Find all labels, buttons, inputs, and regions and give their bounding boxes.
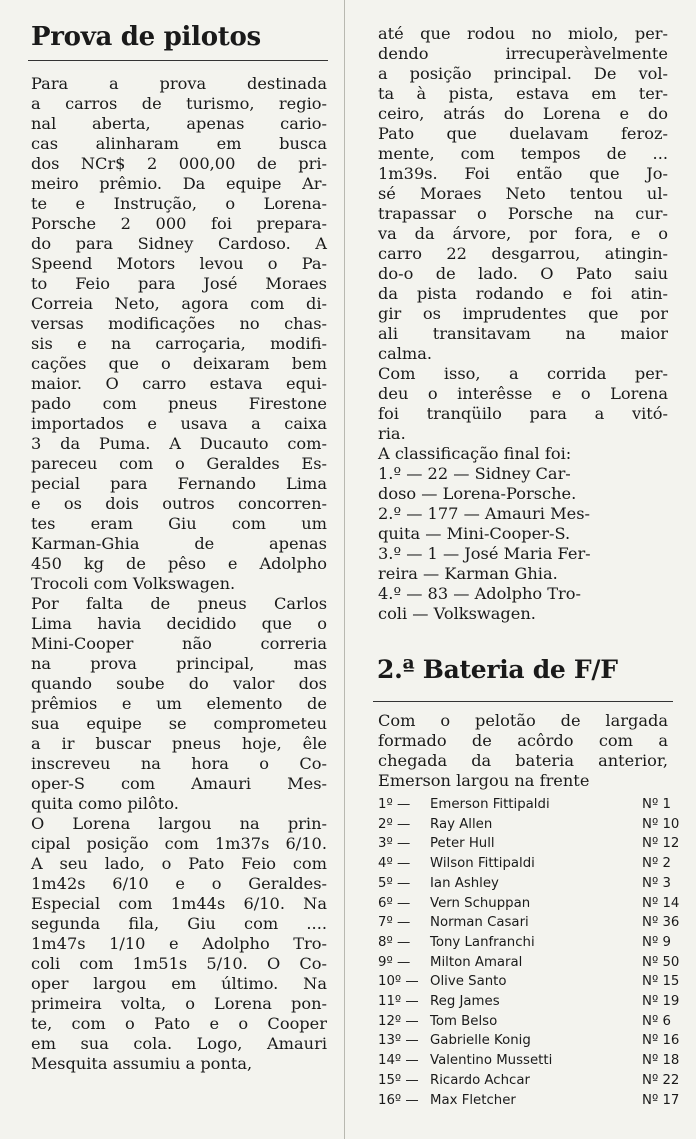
grid-pos: 5º —	[378, 875, 411, 891]
text-line: a carros de turismo, regio-	[31, 94, 327, 113]
grid-pos: 14º —	[378, 1053, 419, 1069]
text-line: to Feio para José Moraes	[31, 274, 327, 293]
grid-num: Nº 50	[642, 954, 680, 970]
grid-row	[378, 913, 694, 932]
text-line: cipal posição com 1m37s 6/10.	[31, 834, 327, 853]
text-line: ta à pista, estava em ter-	[378, 84, 668, 103]
text-line: ria.	[378, 424, 406, 443]
text-line: formado de acôrdo com a	[378, 731, 668, 750]
text-line: gir os imprudentes que por	[378, 304, 668, 323]
text-line: Pato que duelavam feroz-	[378, 124, 668, 143]
text-line: versas modificações no chas-	[31, 314, 327, 333]
grid-row	[378, 854, 694, 873]
grid-num: Nº 17	[642, 1092, 680, 1108]
text-line: Mini-Cooper não correria	[31, 634, 327, 653]
grid-num: Nº 18	[642, 1053, 680, 1069]
text-line: quita como pilôto.	[31, 794, 179, 813]
grid-row	[378, 894, 694, 913]
grid-pos: 1º —	[378, 797, 411, 812]
grid-name: Norman Casari	[430, 915, 529, 931]
text-line: dos NCr$ 2 000,00 de pri-	[31, 154, 327, 173]
article-body-right	[378, 24, 668, 624]
grid-row	[378, 815, 694, 834]
grid-pos: 12º —	[378, 1013, 419, 1029]
text-line: Com o pelotão de largada	[378, 711, 668, 730]
text-line: 1m42s 6/10 e o Geraldes-	[31, 874, 327, 893]
text-line: maior. O carro estava equi-	[31, 374, 327, 393]
grid-pos: 10º —	[378, 974, 419, 990]
text-line: quando soube do valor dos	[31, 674, 327, 693]
grid-num: Nº 12	[642, 836, 680, 852]
text-line: reira — Karman Ghia.	[378, 564, 558, 583]
text-line: Com isso, a corrida per-	[378, 364, 668, 383]
text-line: deu o interêsse e o Lorena	[378, 384, 668, 403]
text-line: trapassar o Porsche na cur-	[378, 204, 668, 223]
grid-row	[378, 874, 694, 893]
text-line: a posição principal. De vol-	[378, 64, 668, 83]
article-title: Prova de pilotos	[31, 22, 261, 52]
grid-name: Emerson Fittipaldi	[430, 797, 550, 812]
text-line: te, com o Pato e o Cooper	[31, 1014, 327, 1033]
text-line: Especial com 1m44s 6/10. Na	[31, 894, 327, 913]
text-line: 1m39s. Foi então que Jo-	[378, 164, 668, 183]
text-line: na prova principal, mas	[31, 654, 327, 673]
text-line: te e Instrução, o Lorena-	[31, 194, 327, 213]
left-column	[0, 0, 346, 1139]
grid-row	[378, 992, 694, 1011]
text-line: oper largou em último. Na	[31, 974, 327, 993]
grid-pos: 3º —	[378, 836, 411, 852]
text-line: Emerson largou na frente	[378, 771, 590, 790]
grid-name: Tony Lanfranchi	[430, 934, 535, 950]
text-line: quita — Mini-Cooper-S.	[378, 524, 571, 543]
text-line: va da árvore, por fora, e o	[378, 224, 668, 243]
text-line: sis e na carroçaria, modifi-	[31, 334, 327, 353]
text-line: e os dois outros concorren-	[31, 494, 327, 513]
text-line: ceiro, atrás do Lorena e do	[378, 104, 668, 123]
text-line: prêmios e um elemento de	[31, 694, 327, 713]
text-line: O Lorena largou na prin-	[31, 814, 327, 833]
text-line: em sua cola. Logo, Amauri	[31, 1034, 327, 1053]
text-line: primeira volta, o Lorena pon-	[31, 994, 327, 1013]
grid-row	[378, 1091, 694, 1110]
text-line: do para Sidney Cardoso. A	[31, 234, 327, 253]
text-line: 450 kg de pêso e Adolpho	[31, 554, 327, 573]
text-line: 2.º — 177 — Amauri Mes-	[378, 504, 591, 523]
grid-num: Nº 14	[642, 895, 680, 911]
text-line: sua equipe se comprometeu	[31, 714, 327, 733]
text-line: chegada da bateria anterior,	[378, 751, 668, 770]
text-line: pecial para Fernando Lima	[31, 474, 327, 493]
grid-name: Tom Belso	[430, 1013, 498, 1029]
text-line: 3.º — 1 — José Maria Fer-	[378, 544, 591, 563]
grid-pos: 7º —	[378, 915, 411, 931]
grid-row	[378, 1012, 694, 1031]
text-line: calma.	[378, 344, 433, 363]
grid-num: Nº 15	[642, 974, 680, 990]
grid-num: Nº 19	[642, 994, 680, 1009]
text-line: pareceu com o Geraldes Es-	[31, 454, 327, 473]
grid-pos: 8º —	[378, 934, 411, 950]
text-line: Correia Neto, agora com di-	[31, 294, 327, 313]
text-line: mente, com tempos de ...	[378, 144, 668, 163]
text-line: Karman-Ghia de apenas	[31, 534, 327, 553]
grid-name: Olive Santo	[430, 974, 507, 990]
text-line: oper-S com Amauri Mes-	[31, 774, 327, 793]
text-line: coli — Volkswagen.	[378, 604, 536, 623]
text-line: importados e usava a caixa	[31, 414, 327, 433]
text-line: inscreveu na hora o Co-	[31, 754, 327, 773]
grid-name: Milton Amaral	[430, 954, 523, 970]
title2-rule-top	[373, 701, 673, 702]
grid-row	[378, 972, 694, 991]
text-line: segunda fila, Giu com ....	[31, 914, 327, 933]
grid-num: Nº 3	[642, 875, 671, 891]
text-line: do-o de lado. O Pato saiu	[378, 264, 668, 283]
text-line: coli com 1m51s 5/10. O Co-	[31, 954, 327, 973]
grid-name: Peter Hull	[430, 836, 495, 852]
grid-row	[378, 1071, 694, 1090]
text-line: carro 22 desgarrou, atingin-	[378, 244, 668, 263]
text-line: 1m47s 1/10 e Adolpho Tro-	[31, 934, 327, 953]
grid-num: Nº 16	[642, 1033, 680, 1049]
grid-pos: 11º —	[378, 994, 419, 1009]
text-line: cações que o deixaram bem	[31, 354, 327, 373]
text-line: 1.º — 22 — Sidney Car-	[378, 464, 571, 483]
text-line: Trocoli com Volkswagen.	[31, 574, 236, 593]
text-line: cas alinharam em busca	[31, 134, 327, 153]
grid-name: Reg James	[430, 994, 500, 1009]
text-line: pado com pneus Firestone	[31, 394, 327, 413]
grid-num: Nº 22	[642, 1072, 680, 1088]
text-line: da pista rodando e foi atin-	[378, 284, 668, 303]
section-title-bateria: 2.ª Bateria de F/F	[377, 655, 618, 684]
grid-pos: 15º —	[378, 1072, 419, 1088]
grid-name: Wilson Fittipaldi	[430, 856, 535, 872]
grid-name: Max Fletcher	[430, 1092, 516, 1108]
grid-name: Ricardo Achcar	[430, 1072, 530, 1088]
text-line: Lima havia decidido que o	[31, 614, 327, 633]
grid-row	[378, 795, 694, 814]
grid-pos: 9º —	[378, 954, 411, 970]
text-line: A classificação final foi:	[378, 444, 572, 463]
text-line: dendo irrecuperàvelmente	[378, 44, 668, 63]
bateria-intro	[378, 711, 668, 791]
grid-row	[378, 834, 694, 853]
text-line: sé Moraes Neto tentou ul-	[378, 184, 668, 203]
text-line: Para a prova destinada	[31, 74, 327, 93]
text-line: meiro prêmio. Da equipe Ar-	[31, 174, 327, 193]
text-line: Mesquita assumiu a ponta,	[31, 1054, 253, 1073]
grid-num: Nº 10	[642, 816, 680, 832]
text-line: ali transitavam na maior	[378, 324, 668, 343]
text-line: A seu lado, o Pato Feio com	[31, 854, 327, 873]
text-line: doso — Lorena-Porsche.	[378, 484, 577, 503]
article-body-left	[31, 74, 327, 1074]
text-line: foi tranqüilo para a vitó-	[378, 404, 668, 423]
grid-pos: 2º —	[378, 816, 411, 832]
text-line: tes eram Giu com um	[31, 514, 327, 533]
text-line: Por falta de pneus Carlos	[31, 594, 327, 613]
grid-pos: 4º —	[378, 856, 411, 872]
grid-row	[378, 953, 694, 972]
text-line: até que rodou no miolo, per-	[378, 24, 668, 43]
grid-row	[378, 1031, 694, 1050]
grid-pos: 6º —	[378, 895, 411, 911]
grid-num: Nº 9	[642, 934, 671, 950]
text-line: 3 da Puma. A Ducauto com-	[31, 434, 327, 453]
grid-pos: 13º —	[378, 1033, 419, 1049]
grid-num: Nº 2	[642, 856, 671, 872]
grid-name: Vern Schuppan	[430, 895, 531, 911]
grid-name: Ian Ashley	[430, 875, 499, 891]
text-line: Porsche 2 000 foi prepara-	[31, 214, 327, 233]
grid-num: Nº 36	[642, 915, 680, 931]
title-rule	[28, 60, 328, 61]
text-line: nal aberta, apenas cario-	[31, 114, 327, 133]
text-line: Speend Motors levou o Pa-	[31, 254, 327, 273]
grid-num: Nº 1	[642, 797, 671, 812]
grid-row	[378, 1051, 694, 1070]
text-line: 4.º — 83 — Adolpho Tro-	[378, 584, 582, 603]
grid-num: Nº 6	[642, 1013, 671, 1029]
grid-pos: 16º —	[378, 1092, 419, 1108]
grid-name: Gabrielle Konig	[430, 1033, 531, 1049]
text-line: a ir buscar pneus hoje, êle	[31, 734, 327, 753]
grid-row	[378, 933, 694, 952]
grid-name: Valentino Mussetti	[430, 1053, 553, 1069]
grid-name: Ray Allen	[430, 816, 493, 832]
